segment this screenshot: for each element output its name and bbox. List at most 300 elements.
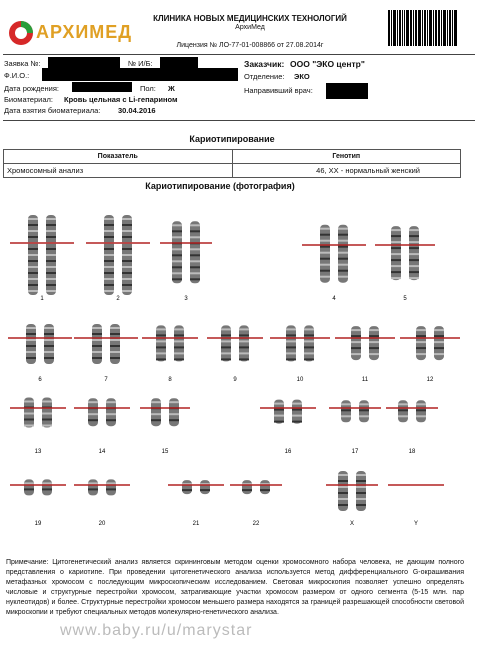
chromosome-band xyxy=(286,346,296,348)
logo-icon xyxy=(8,20,34,46)
chromosome-band xyxy=(398,403,408,405)
chromosome-band xyxy=(356,480,366,482)
chromosome-band xyxy=(46,284,56,286)
chromosome-band xyxy=(156,328,166,330)
chromosome xyxy=(221,325,231,361)
fio-label: Ф.И.О.: xyxy=(4,71,30,80)
chromosome-band xyxy=(122,260,132,262)
chromosome xyxy=(174,325,184,361)
col-indicator: Показатель xyxy=(4,150,233,164)
chromosome-band xyxy=(169,413,179,415)
chromosome-band xyxy=(46,290,56,292)
chromosome-band xyxy=(286,334,296,336)
chromosome-band xyxy=(274,403,284,405)
chromosome-band xyxy=(286,328,296,330)
chromosome-band xyxy=(28,266,38,268)
chromosome-pair-20 xyxy=(74,479,130,527)
chromosome-band xyxy=(320,246,330,248)
chromosome-band xyxy=(338,474,348,476)
chromosome-band xyxy=(174,352,184,354)
chromosome-band xyxy=(304,340,314,342)
chromosome-band xyxy=(106,401,116,403)
chromosome-band xyxy=(359,415,369,417)
chromosome-band xyxy=(46,272,56,274)
chromosome-band xyxy=(190,254,200,256)
chromosome-pair-2 xyxy=(86,215,150,302)
chromosome-band xyxy=(26,345,36,347)
note-text: Примечание: Цитогенетический анализ является скрининговым методом оценки хромосомного набора человека, не дающим полного представления о кариотипе. При проведении цитогенетического анализа используется метод дифференциального G-окрашивания метафазных хромосом с последующим микроскопическим исследованием. Световая микроскопия позволяет успешно определять числовые и структурные перестройки хромосом, затрагивающие участки хромосом размером от одного сегмента (5-15 млн. пар нуклеотидов) и более. Структурные перестройки хромосом меньшего размера находятся за границей разрешающей способности световой микроскопии и требуют специальных методов молекулярно-генетического анализа. xyxy=(6,559,464,616)
chromosome xyxy=(42,479,52,495)
chromosome-band xyxy=(42,401,52,403)
chromosome-band xyxy=(304,328,314,330)
row-genotype: 46, XX - нормальный женский xyxy=(232,164,461,178)
chromosome-band xyxy=(239,346,249,348)
chromosome-band xyxy=(356,474,366,476)
chromosome-band xyxy=(122,254,132,256)
chromosome-band xyxy=(42,425,52,427)
watermark: www.baby.ru/u/marystar xyxy=(60,622,253,639)
chromosome-band xyxy=(92,351,102,353)
chromosome-band xyxy=(292,415,302,417)
chromosome-pair-9 xyxy=(207,325,263,383)
chromosome-label: 1 xyxy=(40,296,44,302)
chromosome-band xyxy=(351,341,361,343)
chromosome-band xyxy=(190,230,200,232)
chromosome-band xyxy=(351,335,361,337)
customer-label: Заказчик: xyxy=(244,59,285,69)
chromosome-band xyxy=(172,230,182,232)
chromosome-band xyxy=(391,229,401,231)
chromosome-band xyxy=(88,482,98,484)
chromosome-band xyxy=(122,272,132,274)
chromosome-band xyxy=(409,277,419,279)
chromosome-band xyxy=(221,346,231,348)
chromosome-pair-18 xyxy=(386,400,438,455)
chromosome-pair-11 xyxy=(335,326,395,383)
chromosome-band xyxy=(338,258,348,260)
chromosome-band xyxy=(338,498,348,500)
chromosome-band xyxy=(156,334,166,336)
chromosome-band xyxy=(190,278,200,280)
chromosome-band xyxy=(151,419,161,421)
chromosome-band xyxy=(239,328,249,330)
chromosome-band xyxy=(338,228,348,230)
chromosome-label: 16 xyxy=(284,449,292,455)
chromosome-band xyxy=(46,224,56,226)
chromosome-label: 20 xyxy=(98,521,106,527)
chromosome-band xyxy=(26,357,36,359)
chromosome-band xyxy=(338,276,348,278)
chromosome-band xyxy=(239,358,249,360)
chromosome-band xyxy=(338,240,348,242)
chromosome-band xyxy=(28,260,38,262)
chromosome-band xyxy=(24,488,34,490)
chromosome xyxy=(88,479,98,495)
chromosome-band xyxy=(409,259,419,261)
chromosome-label: 10 xyxy=(296,377,304,383)
chromosome-pair-8 xyxy=(142,325,198,383)
chromosome xyxy=(260,480,270,494)
customer-value: ООО "ЭКО центр" xyxy=(290,59,365,69)
biomat-label: Биоматериал: xyxy=(4,95,53,104)
chromosome-band xyxy=(242,489,252,491)
chromosome-band xyxy=(416,409,426,411)
chromosome-band xyxy=(338,504,348,506)
chromosome-band xyxy=(398,409,408,411)
chromosome-band xyxy=(88,488,98,490)
chromosome-band xyxy=(26,339,36,341)
chromosome-band xyxy=(416,329,426,331)
chromosome-band xyxy=(92,339,102,341)
chromosome-label: X xyxy=(349,521,355,527)
chromosome-band xyxy=(416,335,426,337)
chromosome-band xyxy=(110,357,120,359)
chromosome-label: 9 xyxy=(233,377,237,383)
chromosome-band xyxy=(172,266,182,268)
chromosome-band xyxy=(104,224,114,226)
chromosome-band xyxy=(122,266,132,268)
chromosome-band xyxy=(434,353,444,355)
chromosome-label: 4 xyxy=(332,296,336,302)
chromosome-band xyxy=(28,272,38,274)
chromosome-band xyxy=(44,351,54,353)
chromosome-band xyxy=(391,259,401,261)
chromosome-band xyxy=(26,327,36,329)
chromosome-band xyxy=(88,401,98,403)
chromosome-band xyxy=(286,352,296,354)
chromosome xyxy=(106,479,116,495)
chromosome-band xyxy=(416,353,426,355)
chromosome-band xyxy=(169,401,179,403)
chromosome-band xyxy=(369,329,379,331)
chromosome-band xyxy=(122,230,132,232)
chromosome-band xyxy=(239,334,249,336)
biomat-date-label: Дата взятия биоматериала: xyxy=(4,106,101,115)
chromosome-band xyxy=(122,278,132,280)
chromosome-band xyxy=(122,224,132,226)
chromosome-pair-7 xyxy=(74,324,138,383)
chromosome-band xyxy=(104,254,114,256)
chromosome-label: 8 xyxy=(168,377,172,383)
chromosome-band xyxy=(338,246,348,248)
doctor-label: Направивший врач: xyxy=(244,86,313,95)
chromosome-band xyxy=(338,252,348,254)
chromosome-band xyxy=(169,419,179,421)
chromosome-band xyxy=(391,271,401,273)
sex-value: Ж xyxy=(168,84,175,93)
clinic-subname: АрхиМед xyxy=(235,24,265,31)
chromosome-band xyxy=(172,254,182,256)
chromosome-band xyxy=(409,229,419,231)
biomat-value: Кровь цельная с Li-гепарином xyxy=(64,95,178,104)
chromosome-band xyxy=(174,328,184,330)
chromosome xyxy=(242,480,252,494)
chromosome-band xyxy=(106,482,116,484)
chromosome-band xyxy=(28,284,38,286)
chromosome-band xyxy=(46,266,56,268)
chromosome-band xyxy=(338,492,348,494)
chromosome-band xyxy=(260,489,270,491)
chromosome-band xyxy=(110,333,120,335)
chromosome-band xyxy=(359,403,369,405)
chromosome-band xyxy=(172,260,182,262)
chromosome-band xyxy=(391,277,401,279)
chromosome-band xyxy=(92,327,102,329)
chromosome-label: 17 xyxy=(351,449,359,455)
chromosome-band xyxy=(190,260,200,262)
chromosome-label: 15 xyxy=(161,449,169,455)
chromosome-band xyxy=(320,252,330,254)
chromosome-band xyxy=(320,234,330,236)
chromosome-band xyxy=(24,419,34,421)
chromosome-band xyxy=(28,278,38,280)
chromosome-band xyxy=(341,403,351,405)
chromosome-band xyxy=(369,341,379,343)
chromosome-pair-13 xyxy=(10,398,66,456)
barcode xyxy=(388,10,470,46)
dept-value: ЭКО xyxy=(294,72,310,81)
chromosome-band xyxy=(104,290,114,292)
chromosome-pair-5 xyxy=(375,226,435,302)
chromosome-pair-15 xyxy=(140,398,190,455)
chromosome-band xyxy=(341,415,351,417)
chromosome-label: 3 xyxy=(184,296,188,302)
chromosome-band xyxy=(174,334,184,336)
chromosome-band xyxy=(369,347,379,349)
chromosome-band xyxy=(391,241,401,243)
chromosome-band xyxy=(122,284,132,286)
chromosome-band xyxy=(416,347,426,349)
chromosome-band xyxy=(221,334,231,336)
chromosome-band xyxy=(122,248,132,250)
chromosome-band xyxy=(416,415,426,417)
chromosome-band xyxy=(174,358,184,360)
col-genotype: Генотип xyxy=(232,150,461,164)
chromosome-band xyxy=(88,419,98,421)
chromosome xyxy=(286,325,296,361)
chromosome-band xyxy=(292,421,302,423)
chromosome-band xyxy=(351,347,361,349)
chromosome-band xyxy=(44,333,54,335)
chromosome-band xyxy=(174,340,184,342)
license-text: Лицензия № ЛО-77-01-008866 от 27.08.2014г xyxy=(176,42,324,49)
chromosome-band xyxy=(174,346,184,348)
chromosome-pair-Y xyxy=(388,485,444,527)
chromosome-band xyxy=(172,278,182,280)
chromosome-band xyxy=(104,284,114,286)
chromosome-pair-1 xyxy=(10,215,74,302)
chromosome-band xyxy=(110,327,120,329)
chromosome-band xyxy=(88,413,98,415)
chromosome-band xyxy=(239,352,249,354)
chromosome-label: 6 xyxy=(38,377,42,383)
chromosome-band xyxy=(46,218,56,220)
chromosome xyxy=(156,325,166,361)
photo-title: Кариотипирование (фотография) xyxy=(145,181,295,191)
chromosome-label: 18 xyxy=(408,449,416,455)
chromosome-band xyxy=(356,492,366,494)
chromosome-band xyxy=(46,278,56,280)
chromosome-band xyxy=(92,345,102,347)
chromosome-band xyxy=(44,327,54,329)
chromosome-label: 14 xyxy=(98,449,106,455)
clinic-logo xyxy=(8,20,34,46)
karyotype-table xyxy=(3,149,461,178)
chromosome-band xyxy=(172,236,182,238)
doctor-redacted xyxy=(326,83,368,99)
chromosome-band xyxy=(110,345,120,347)
chromosome-band xyxy=(409,241,419,243)
chromosome-band xyxy=(434,329,444,331)
chromosome-band xyxy=(356,498,366,500)
chromosome-band xyxy=(398,415,408,417)
chromosome-label: 11 xyxy=(361,377,369,383)
chromosome-band xyxy=(338,480,348,482)
chromosome-label: Y xyxy=(413,521,419,527)
chromosome-pair-14 xyxy=(74,398,130,455)
chromosome-band xyxy=(42,419,52,421)
chromosome-band xyxy=(391,247,401,249)
chromosome-pair-19 xyxy=(10,479,66,527)
chromosome-band xyxy=(104,260,114,262)
chromosome-band xyxy=(338,234,348,236)
chromosome-band xyxy=(292,409,302,411)
chromosome-label: 21 xyxy=(192,521,200,527)
chromosome-band xyxy=(369,335,379,337)
chromosome-pair-16 xyxy=(260,400,316,455)
chromosome-band xyxy=(156,340,166,342)
chromosome-band xyxy=(28,230,38,232)
chromosome xyxy=(338,225,348,283)
chromosome-label: 7 xyxy=(104,377,108,383)
chromosome-band xyxy=(110,351,120,353)
chromosome-band xyxy=(320,228,330,230)
chromosome-band xyxy=(320,270,330,272)
chromosome-band xyxy=(221,358,231,360)
chromosome-band xyxy=(274,415,284,417)
chromosome-pair-3 xyxy=(160,221,212,302)
chromosome-band xyxy=(28,254,38,256)
chromosome-band xyxy=(24,425,34,427)
chromosome-band xyxy=(356,504,366,506)
chromosome-band xyxy=(341,409,351,411)
sex-label: Пол: xyxy=(140,84,156,93)
chromosome-band xyxy=(156,358,166,360)
request-redacted xyxy=(48,57,120,68)
chromosome-band xyxy=(172,224,182,226)
chromosome-band xyxy=(409,253,419,255)
chromosome-band xyxy=(320,240,330,242)
chromosome-band xyxy=(46,248,56,250)
chromosome-band xyxy=(172,272,182,274)
chromosome-band xyxy=(200,489,210,491)
chromosome-band xyxy=(104,278,114,280)
chromosome xyxy=(320,225,330,283)
chromosome-label: 5 xyxy=(403,296,407,302)
chromosome-pair-21 xyxy=(168,480,224,527)
chromosome-band xyxy=(106,488,116,490)
chromosome-band xyxy=(391,235,401,237)
chromosome-band xyxy=(320,258,330,260)
chromosome-band xyxy=(434,341,444,343)
chromosome-band xyxy=(409,247,419,249)
chromosome-band xyxy=(338,264,348,266)
header-divider xyxy=(3,54,475,55)
chromosome-label: 13 xyxy=(34,449,42,455)
chromosome-band xyxy=(304,346,314,348)
chromosome-label: 2 xyxy=(116,296,120,302)
request-label: Заявка №: xyxy=(4,59,41,68)
chromosome-band xyxy=(221,352,231,354)
dept-label: Отделение: xyxy=(244,72,285,81)
chromosome-band xyxy=(320,264,330,266)
chromosome-band xyxy=(46,260,56,262)
chromosome-band xyxy=(416,403,426,405)
chromosome-label: 19 xyxy=(34,521,42,527)
chromosome-band xyxy=(156,352,166,354)
chromosome-band xyxy=(304,334,314,336)
chromosome-band xyxy=(44,339,54,341)
chromosome-band xyxy=(92,357,102,359)
chromosome-band xyxy=(182,489,192,491)
chromosome-band xyxy=(46,230,56,232)
chromosome-band xyxy=(190,236,200,238)
chromosome-band xyxy=(122,236,132,238)
chromosome-band xyxy=(104,236,114,238)
chromosome xyxy=(200,480,210,494)
clinic-name: КЛИНИКА НОВЫХ МЕДИЦИНСКИХ ТЕХНОЛОГИЙ xyxy=(153,14,347,23)
chromosome-band xyxy=(391,253,401,255)
ib-redacted xyxy=(160,57,198,68)
chromosome-band xyxy=(122,290,132,292)
chromosome-band xyxy=(46,254,56,256)
chromosome-band xyxy=(391,265,401,267)
chromosome-band xyxy=(304,358,314,360)
chromosome-band xyxy=(92,333,102,335)
chromosome-band xyxy=(28,224,38,226)
fio-redacted xyxy=(42,68,238,81)
chromosome xyxy=(239,325,249,361)
chromosome-band xyxy=(151,413,161,415)
chromosome-band xyxy=(104,248,114,250)
chromosome-band xyxy=(24,401,34,403)
chromosome xyxy=(24,479,34,495)
chromosome-band xyxy=(104,230,114,232)
chromosome-band xyxy=(44,357,54,359)
chromosome-band xyxy=(239,340,249,342)
chromosome-pair-6 xyxy=(8,324,72,383)
chromosome-band xyxy=(42,488,52,490)
ib-label: № И/Б: xyxy=(128,59,153,68)
chromosome-label: 12 xyxy=(426,377,434,383)
chromosome-band xyxy=(286,358,296,360)
chromosome-band xyxy=(28,290,38,292)
chromosome-band xyxy=(26,333,36,335)
patient-divider xyxy=(3,120,475,121)
chromosome-band xyxy=(46,236,56,238)
table-row xyxy=(4,164,461,178)
chromosome-band xyxy=(42,413,52,415)
chromosome-band xyxy=(338,486,348,488)
chromosome-band xyxy=(292,403,302,405)
chromosome-band xyxy=(106,413,116,415)
chromosome-band xyxy=(221,340,231,342)
chromosome-band xyxy=(24,413,34,415)
chromosome-band xyxy=(359,409,369,411)
chromosome-band xyxy=(190,248,200,250)
chromosome-band xyxy=(190,266,200,268)
chromosome xyxy=(182,480,192,494)
